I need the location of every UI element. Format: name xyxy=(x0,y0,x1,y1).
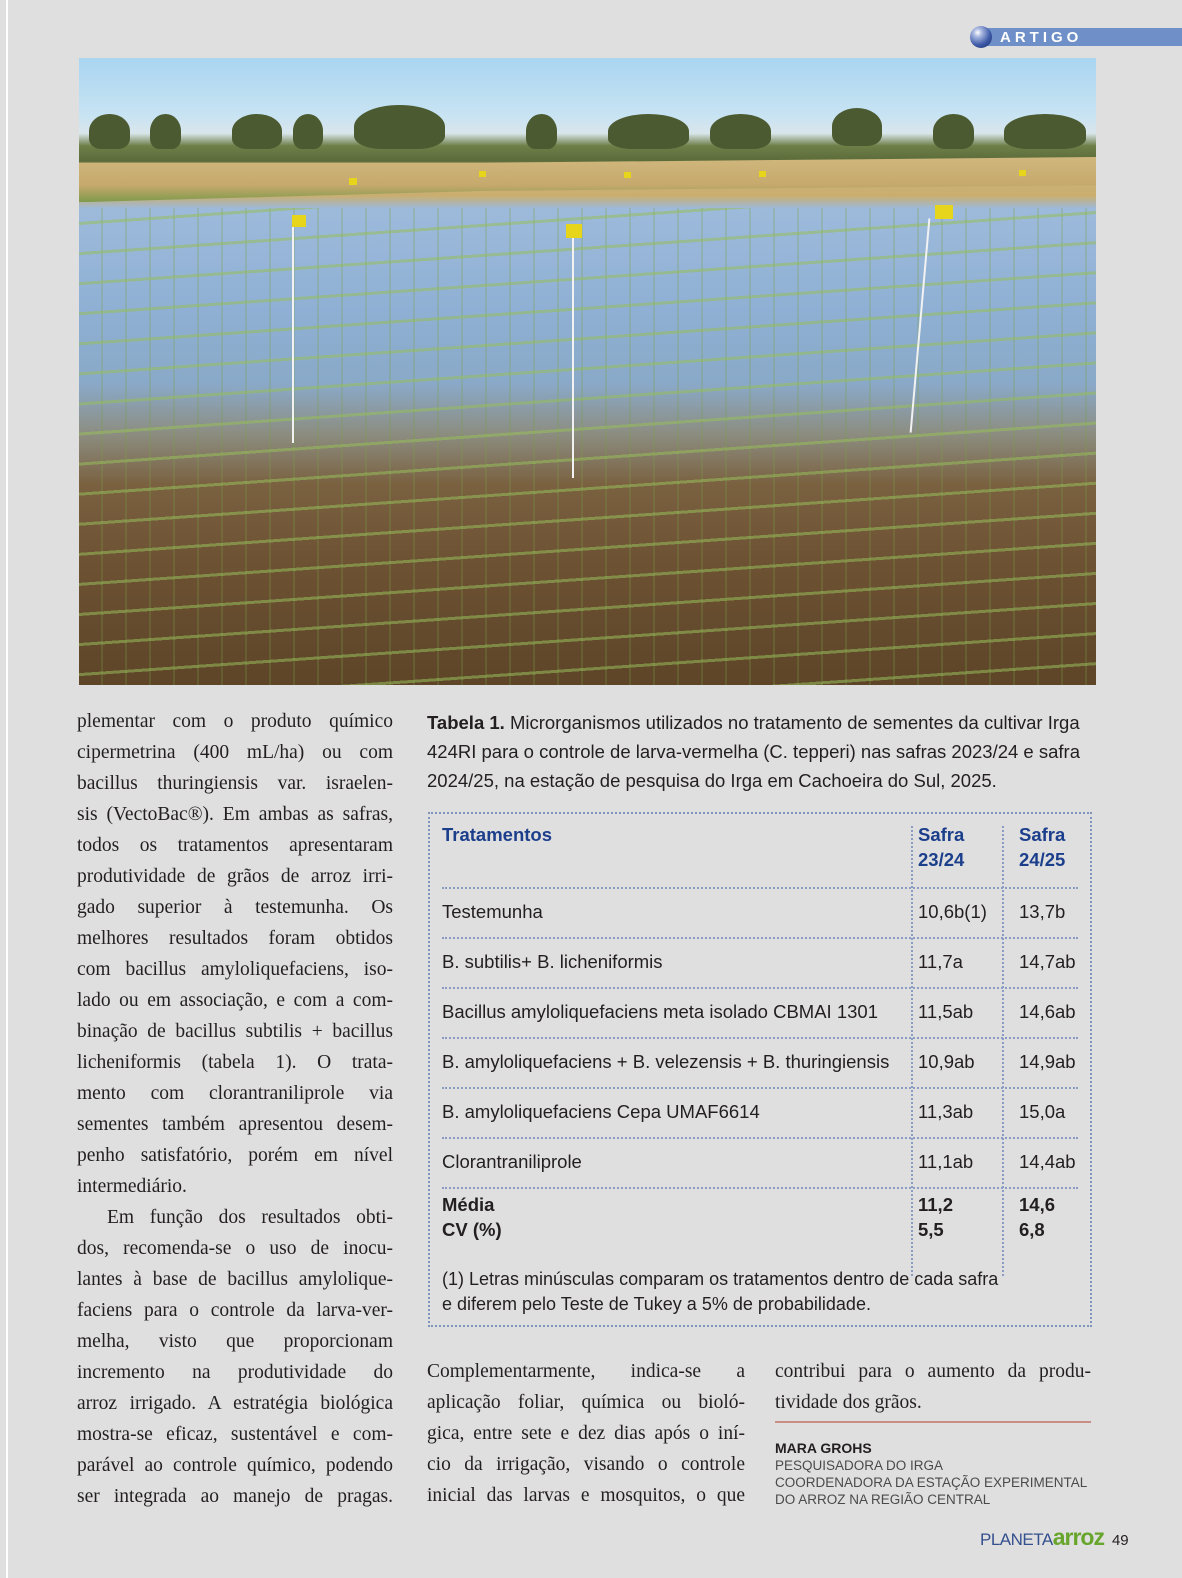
text-line: faciens para o controle da larva-ver- xyxy=(77,1300,393,1321)
paragraph-1 xyxy=(77,706,393,1202)
text-line: sementes também apresentou desem- xyxy=(77,1114,393,1135)
author-block xyxy=(775,1440,1095,1508)
row-divider xyxy=(442,1187,1078,1189)
text-line: binação de bacillus subtilis + bacillus xyxy=(77,1021,393,1042)
text-line: plementar com o produto químico xyxy=(77,711,393,732)
text-line: parável ao controle químico, podendo xyxy=(77,1455,393,1476)
text-line: tividade dos grãos. xyxy=(775,1392,922,1413)
cv-value: 5,5 xyxy=(918,1219,944,1240)
cell-safra-2425: 14,6ab xyxy=(1019,1001,1076,1022)
cell-treatment: B. amyloliquefaciens Cepa UMAF6614 xyxy=(442,1101,760,1122)
table-footnote xyxy=(442,1267,1072,1317)
plot-flag xyxy=(1019,170,1026,176)
text-line: cipermetrina (400 mL/ha) ou com xyxy=(77,742,393,763)
author-role: DO ARROZ NA REGIÃO CENTRAL xyxy=(775,1492,991,1507)
plot-flag xyxy=(566,224,582,238)
header-safra-2425 xyxy=(1019,822,1065,872)
text-line: sis (VectoBac®). Em ambas as safras, xyxy=(77,804,393,825)
cell-treatment: Testemunha xyxy=(442,901,543,922)
header-treatments: Tratamentos xyxy=(442,824,553,845)
text-line: mostra-se eficaz, sustentável e com- xyxy=(77,1424,393,1445)
text-line: melhores resultados foram obtidos xyxy=(77,928,393,949)
text-line: bacillus thuringiensis var. israelen- xyxy=(77,773,393,794)
text-line: Complementarmente, indica-se a xyxy=(427,1361,745,1382)
text-line: incremento na produtividade do xyxy=(77,1362,393,1383)
text-line: gica, entre sete e dez dias após o iní- xyxy=(427,1423,745,1444)
text-line: aplicação foliar, química ou bioló- xyxy=(427,1392,745,1413)
cv-value: 6,8 xyxy=(1019,1219,1045,1240)
cv-label: CV (%) xyxy=(442,1219,502,1240)
table-row xyxy=(442,1038,1078,1086)
signature-divider xyxy=(775,1421,1091,1423)
cell-safra-2324: 11,5ab xyxy=(918,1001,974,1022)
tree xyxy=(89,114,130,148)
cell-safra-2324: 10,6b(1) xyxy=(918,901,987,922)
header-line: 23/24 xyxy=(918,849,965,870)
flag-pole xyxy=(292,223,294,443)
cell-treatment: B. subtilis+ B. licheniformis xyxy=(442,951,663,972)
tree xyxy=(526,114,557,148)
plot-flag xyxy=(935,205,953,219)
author-role: COORDENADORA DA ESTAÇÃO EXPERIMENTAL xyxy=(775,1475,1088,1490)
table-row xyxy=(442,1088,1078,1136)
table-caption xyxy=(427,708,1097,795)
cell-treatment: Bacillus amyloliquefaciens meta isolado CBMAI 1301 xyxy=(442,1001,878,1022)
cell-safra-2425: 13,7b xyxy=(1019,901,1066,922)
tree xyxy=(832,108,883,146)
plot-flag xyxy=(349,178,357,185)
header-line: Safra xyxy=(918,824,965,845)
plot-flag xyxy=(624,172,631,178)
cell-treatment: Clorantraniliprole xyxy=(442,1151,582,1172)
table-row xyxy=(442,888,1078,936)
cell-safra-2425: 15,0a xyxy=(1019,1101,1066,1122)
magazine-logo-part1: PLANETA xyxy=(980,1530,1053,1549)
text-line: contribui para o aumento da produ- xyxy=(775,1361,1091,1382)
text-line: produtividade de grãos de arroz irri- xyxy=(77,866,393,887)
text-line: cio da irrigação, visando o controle xyxy=(427,1454,745,1475)
text-line: penho satisfatório, porém em nível xyxy=(77,1145,393,1166)
paragraph-2 xyxy=(77,1202,393,1512)
text-line: licheniformis (tabela 1). O trata- xyxy=(77,1052,393,1073)
author-role: PESQUISADORA DO IRGA xyxy=(775,1458,944,1473)
tree xyxy=(710,114,771,148)
text-line: lantes à base de bacillus amylolique- xyxy=(77,1269,393,1290)
table-row xyxy=(442,938,1078,986)
header-safra-2324 xyxy=(918,822,964,872)
dry-grass-bank xyxy=(79,146,1096,202)
cell-safra-2324: 11,3ab xyxy=(918,1101,974,1122)
table-row xyxy=(442,988,1078,1036)
plot-flag xyxy=(292,215,306,227)
tree xyxy=(293,114,324,148)
article-column-left xyxy=(77,706,393,1512)
plot-flag xyxy=(759,171,766,177)
flag-pole xyxy=(572,233,574,478)
table-caption-text: Microrganismos utilizados no tratamento de sementes da cultivar Irga 424RI para o controle de larva-vermelha (C. tepperi) nas safras 2023/24 e safra 2024/25, na estação de pesquisa do Irga em Cachoeira do Sul, 2025. xyxy=(427,712,1080,791)
footnote-line: e diferem pelo Teste de Tukey a 5% de probabilidade. xyxy=(442,1294,871,1314)
cell-safra-2425: 14,4ab xyxy=(1019,1151,1076,1172)
text-line: gado superior à testemunha. Os xyxy=(77,897,393,918)
text-line: Em função dos resultados obti- xyxy=(107,1207,393,1228)
media-value: 11,2 xyxy=(918,1194,953,1215)
author-name: MARA GROHS xyxy=(775,1440,872,1456)
header-line: Safra xyxy=(1019,824,1066,845)
rice-rows xyxy=(79,208,1096,685)
article-column-middle xyxy=(427,1356,745,1511)
cell-safra-2324: 11,1ab xyxy=(918,1151,974,1172)
text-line: com bacillus amyloliquefaciens, iso- xyxy=(77,959,393,980)
sphere-icon xyxy=(970,26,992,48)
field-photo xyxy=(79,58,1096,685)
cell-safra-2324: 10,9ab xyxy=(918,1051,975,1072)
text-line: dos, recomenda-se o uso de inocu- xyxy=(77,1238,393,1259)
results-table xyxy=(428,812,1092,1327)
summary-safra-2425 xyxy=(1019,1192,1055,1242)
tree xyxy=(933,114,974,148)
article-column-right xyxy=(775,1356,1091,1418)
table-caption-label: Tabela 1. xyxy=(427,712,505,733)
text-line: lado ou em associação, e com a com- xyxy=(77,990,393,1011)
table-row xyxy=(442,1138,1078,1186)
header-line: 24/25 xyxy=(1019,849,1066,870)
cell-safra-2324: 11,7a xyxy=(918,951,963,972)
text-line: todos os tratamentos apresentaram xyxy=(77,835,393,856)
text-line: melha, visto que proporcionam xyxy=(77,1331,393,1352)
page-number: 49 xyxy=(1111,1532,1129,1549)
page-edge-rule xyxy=(6,0,8,1578)
tree xyxy=(150,114,181,148)
cell-safra-2425: 14,7ab xyxy=(1019,951,1076,972)
text-line: inicial das larvas e mosquitos, o que xyxy=(427,1485,745,1506)
tree xyxy=(354,105,446,149)
tree xyxy=(608,114,689,148)
magazine-logo-part2: arroz xyxy=(1052,1524,1104,1550)
cell-treatment: B. amyloliquefaciens + B. velezensis + B. thuringiensis xyxy=(442,1051,890,1072)
text-line: ser integrada ao manejo de pragas. xyxy=(77,1486,393,1507)
page-footer xyxy=(980,1524,1129,1548)
summary-safra-2324 xyxy=(918,1192,953,1242)
plot-flag xyxy=(479,171,486,177)
footnote-line: (1) Letras minúsculas comparam os tratamentos dentro de cada safra xyxy=(442,1269,999,1289)
media-label: Média xyxy=(442,1194,495,1215)
summary-labels xyxy=(442,1192,502,1242)
tree xyxy=(1004,114,1085,148)
section-tag-label: ARTIGO xyxy=(1000,29,1083,46)
text-line: intermediário. xyxy=(77,1176,187,1197)
cell-safra-2425: 14,9ab xyxy=(1019,1051,1076,1072)
text-line: mento com clorantraniliprole via xyxy=(77,1083,393,1104)
section-tag xyxy=(970,27,1182,47)
text-line: arroz irrigado. A estratégia biológica xyxy=(77,1393,393,1414)
tree xyxy=(232,114,283,148)
media-value: 14,6 xyxy=(1019,1194,1056,1215)
